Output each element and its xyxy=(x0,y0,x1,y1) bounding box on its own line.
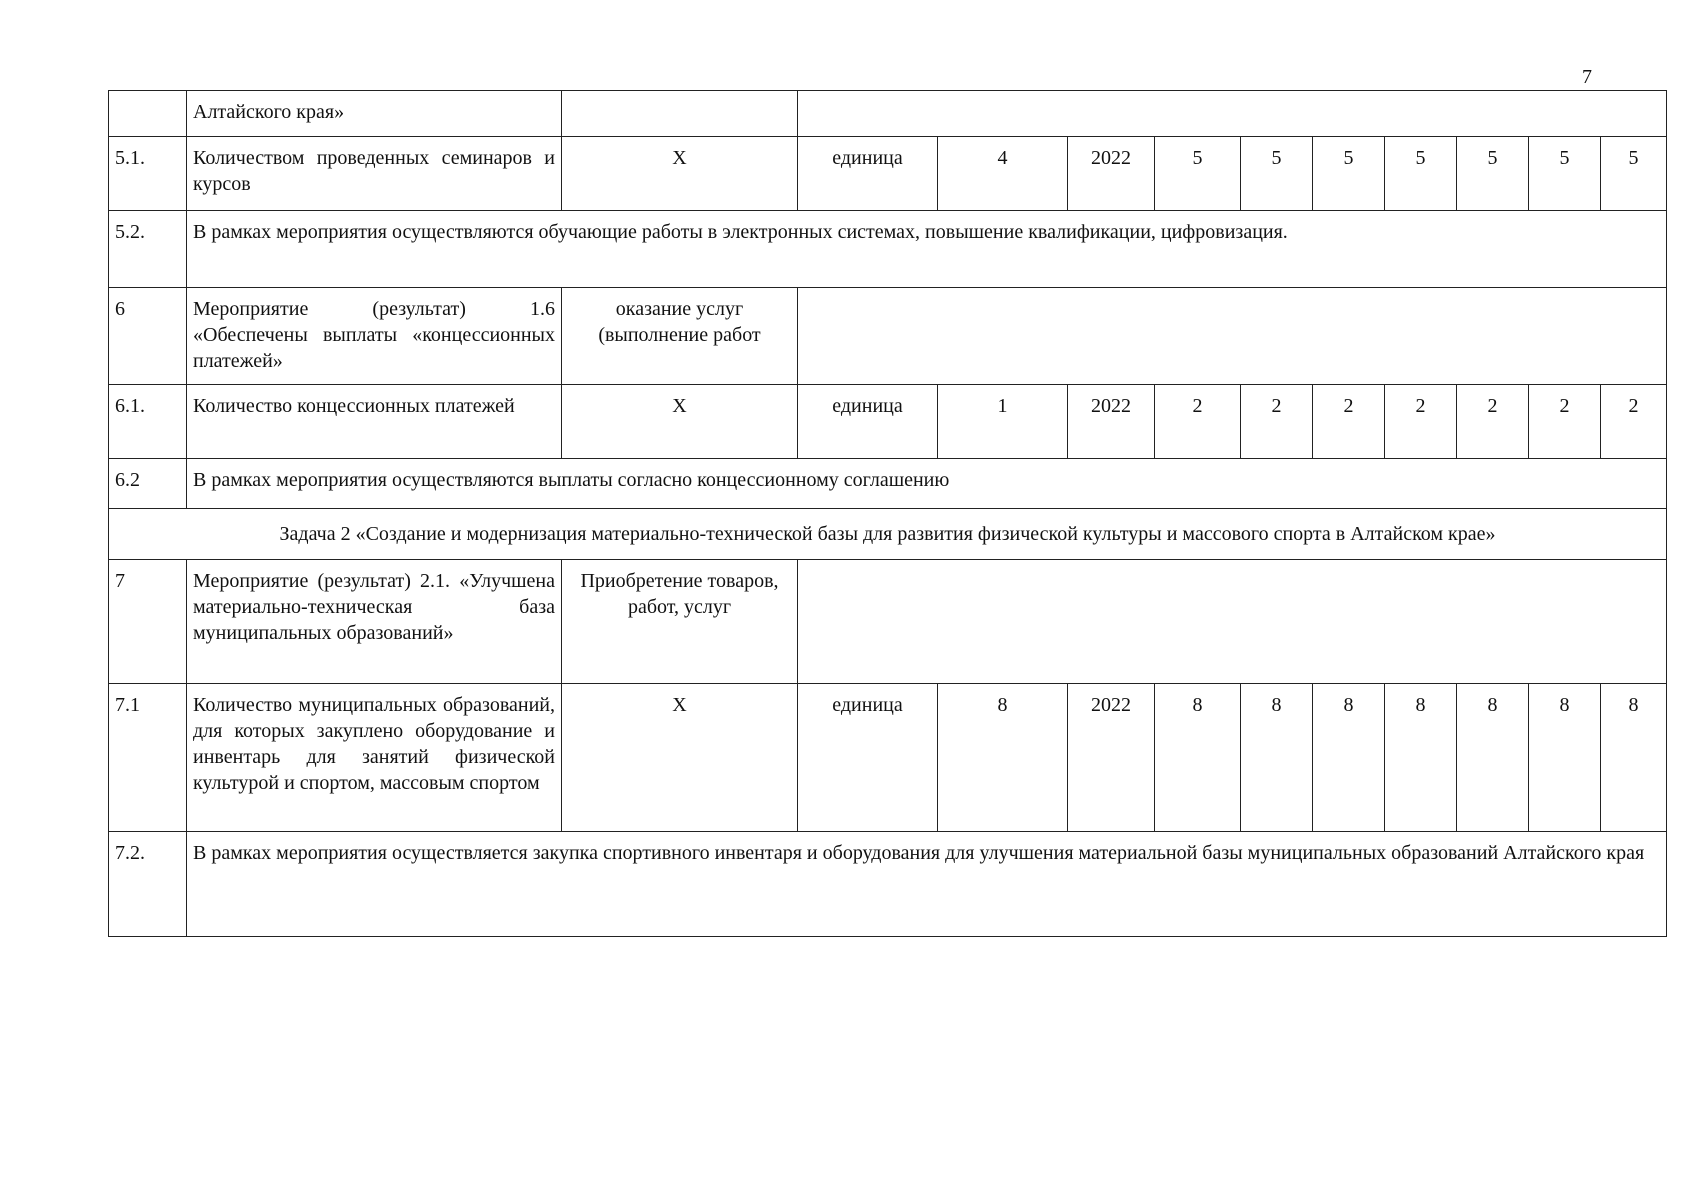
row-number: 6.1. xyxy=(109,385,187,459)
row-value: 5 xyxy=(1601,137,1667,211)
row-note: В рамках мероприятия осуществляется закупка спортивного инвентаря и оборудования для улучшения материальной базы муниципальных образований Алтайского края xyxy=(187,832,1667,937)
row-unit: единица xyxy=(798,385,938,459)
row-value: 8 xyxy=(1601,684,1667,832)
row-type: оказание услуг (выполнение работ xyxy=(562,288,798,385)
row-note: В рамках мероприятия осуществляются обучающие работы в электронных системах, повышение квалификации, цифровизация. xyxy=(187,211,1667,288)
table-row xyxy=(109,211,1667,288)
row-value: 2 xyxy=(1241,385,1313,459)
row-description: Мероприятие (результат) 2.1. «Улучшена материально-техническая база муниципальных образований» xyxy=(187,560,562,684)
table-row xyxy=(109,832,1667,937)
row-base-year: 2022 xyxy=(1068,684,1155,832)
row-value: 8 xyxy=(1313,684,1385,832)
row-value: 8 xyxy=(1155,684,1241,832)
row-number: 7.1 xyxy=(109,684,187,832)
row-number: 6.2 xyxy=(109,459,187,509)
table-row xyxy=(109,137,1667,211)
page-number: 7 xyxy=(1582,66,1592,88)
row-unit: единица xyxy=(798,137,938,211)
task-heading-row xyxy=(109,509,1667,560)
row-type: Х xyxy=(562,385,798,459)
row-type: Х xyxy=(562,684,798,832)
table-row xyxy=(109,288,1667,385)
indicators-table xyxy=(108,90,1667,937)
row-value: 8 xyxy=(1529,684,1601,832)
row-value: 5 xyxy=(1241,137,1313,211)
table-row xyxy=(109,560,1667,684)
row-number: 5.1. xyxy=(109,137,187,211)
row-value: 8 xyxy=(1385,684,1457,832)
row-value: 2 xyxy=(1155,385,1241,459)
row-value: 2 xyxy=(1601,385,1667,459)
table-row xyxy=(109,684,1667,832)
row-number: 7 xyxy=(109,560,187,684)
task-heading: Задача 2 «Создание и модернизация материально-технической базы для развития физической культуры и массового спорта в Алтайском крае» xyxy=(109,509,1667,560)
table-row xyxy=(109,459,1667,509)
row-description: Количество концессионных платежей xyxy=(187,385,562,459)
row-number: 5.2. xyxy=(109,211,187,288)
row-description: Количество муниципальных образований, для которых закуплено оборудование и инвентарь для занятий физической культурой и спортом, массовым спортом xyxy=(187,684,562,832)
row-value: 8 xyxy=(1457,684,1529,832)
row-description: Количеством проведенных семинаров и курсов xyxy=(187,137,562,211)
row-value: 5 xyxy=(1155,137,1241,211)
row-base-year: 2022 xyxy=(1068,137,1155,211)
row-base-value: 8 xyxy=(938,684,1068,832)
row-value: 5 xyxy=(1385,137,1457,211)
row-description: Алтайского края» xyxy=(187,91,562,137)
row-value: 2 xyxy=(1457,385,1529,459)
row-number: 7.2. xyxy=(109,832,187,937)
row-base-year: 2022 xyxy=(1068,385,1155,459)
row-value: 5 xyxy=(1313,137,1385,211)
row-base-value: 1 xyxy=(938,385,1068,459)
row-type: Приобретение товаров, работ, услуг xyxy=(562,560,798,684)
row-value: 5 xyxy=(1457,137,1529,211)
row-value: 8 xyxy=(1241,684,1313,832)
row-value: 2 xyxy=(1529,385,1601,459)
row-value: 5 xyxy=(1529,137,1601,211)
row-note: В рамках мероприятия осуществляются выплаты согласно концессионному соглашению xyxy=(187,459,1667,509)
table-row xyxy=(109,91,1667,137)
row-number: 6 xyxy=(109,288,187,385)
table-row xyxy=(109,385,1667,459)
row-base-value: 4 xyxy=(938,137,1068,211)
row-value: 2 xyxy=(1385,385,1457,459)
row-unit: единица xyxy=(798,684,938,832)
row-description: Мероприятие (результат) 1.6 «Обеспечены выплаты «концессионных платежей» xyxy=(187,288,562,385)
row-type: Х xyxy=(562,137,798,211)
row-value: 2 xyxy=(1313,385,1385,459)
